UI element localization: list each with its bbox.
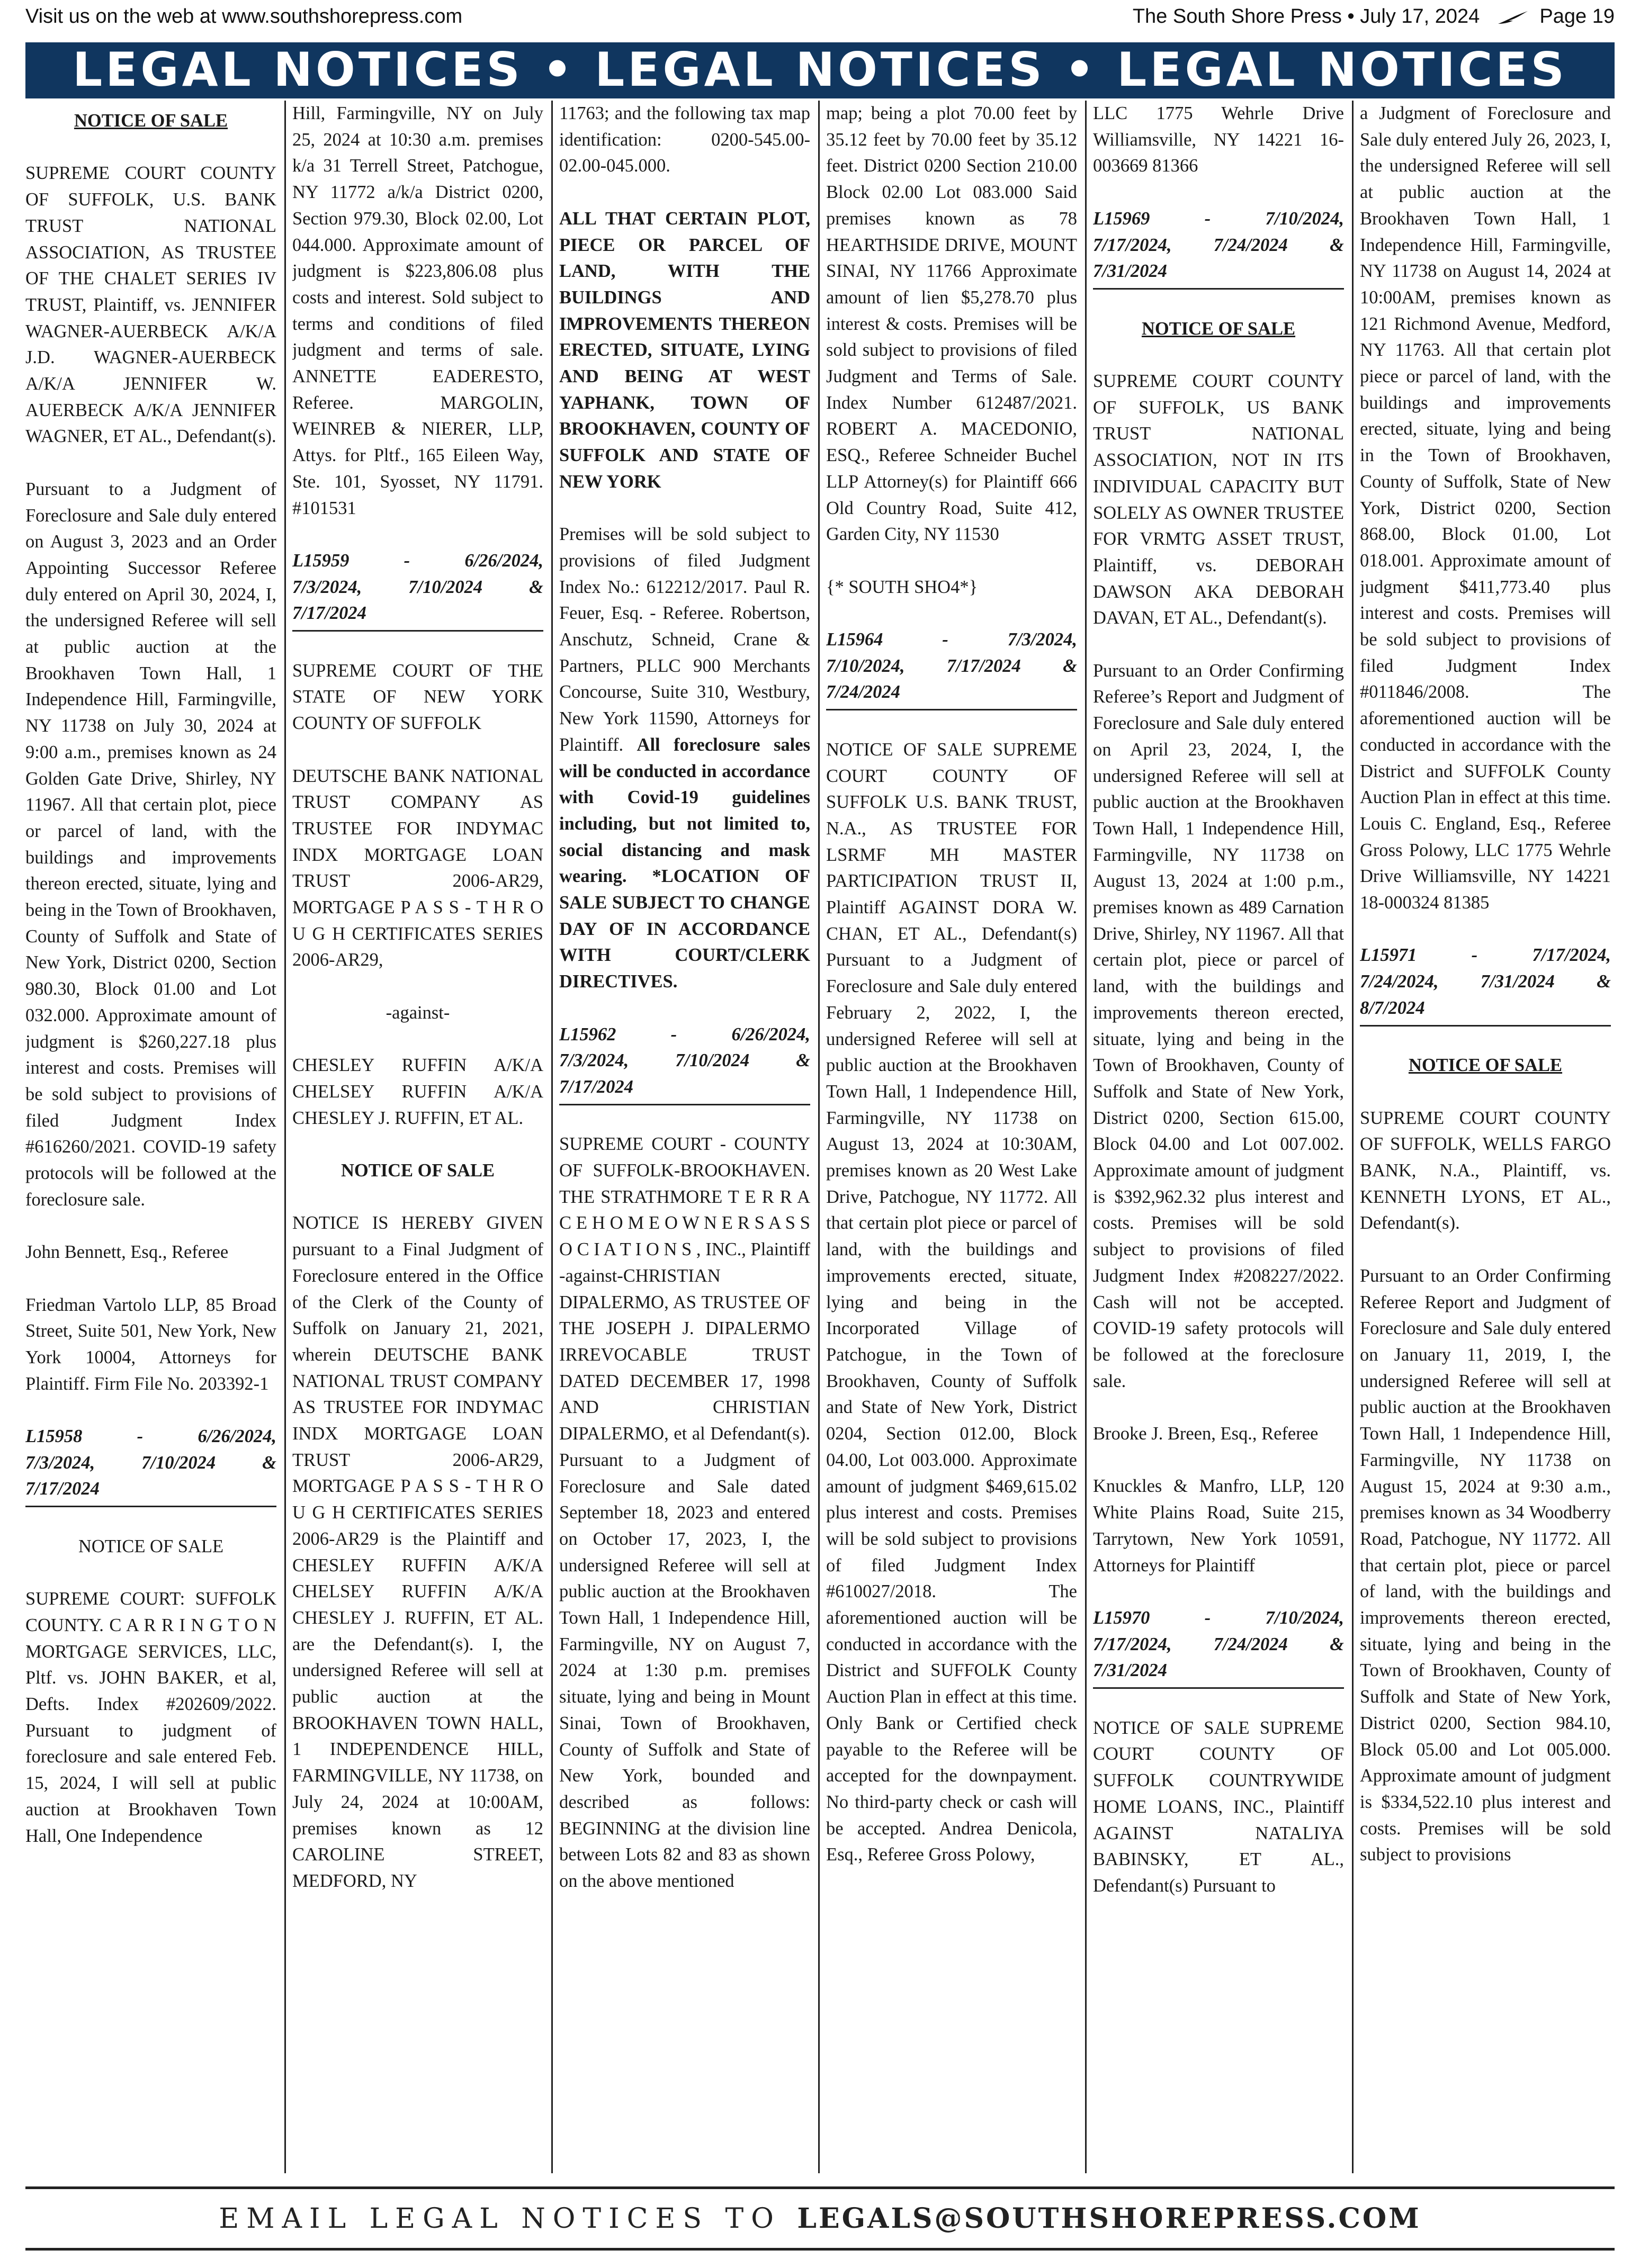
website-link[interactable]: Visit us on the web at www.southshorepress.com [25,5,463,28]
property-description: ALL THAT CERTAIN PLOT, PIECE OR PARCEL OF LAND, WITH THE BUILDINGS AND IMPROVEMENTS THEREON ERECTED, SITUATE, LYING AND BEING AT WEST YAPHANK, TOWN OF BROOKHAVEN, COUNTY OF SUFFOLK AND STATE OF NEW YORK [559,208,810,492]
column-divider [1352,101,1354,2173]
notice-paragraph: SUPREME COURT OF THE STATE OF NEW YORK COUNTY OF SUFFOLK [292,660,543,734]
run-dates-line: 7/3/2024, 7/10/2024 & [559,1050,810,1071]
run-dates-line: L15971 - 7/17/2024, [1360,945,1611,966]
run-dates [292,548,543,632]
run-dates [25,1424,276,1507]
notice-bold-text: All foreclosure sales will be conducted in accordance with Covid-19 guidelines including, but not limited to, social distancing and mask wearing. *LOCATION OF SALE SUBJECT TO CHANGE DAY OF IN ACCORDANCE WITH COURT/CLERK DIRECTIVES. [559,734,810,992]
run-dates-line: 7/24/2024 [826,682,900,703]
page-header [25,3,1615,35]
header-right [1133,5,1615,28]
column-divider [551,101,553,2173]
run-dates-line: L15964 - 7/3/2024, [826,629,1077,650]
run-dates-line: 7/24/2024, 7/31/2024 & [1360,971,1611,992]
notice-paragraph: NOTICE OF SALE SUPREME COURT COUNTY OF SUFFOLK COUNTRYWIDE HOME LOANS, INC., Plaintiff AGAINST NATALIYA BABINSKY, ET AL., Defendant(s) Pursuant to [1093,1717,1344,1896]
notice-paragraph: Pursuant to an Order Confirming Referee Report and Judgment of Foreclosure and Sale duly entered on January 11, 2019, I, the undersigned Referee will sell at public auction at the Brookhaven Town Hall, 1 Independence Hill, Farmingville, NY 11738 on August 15, 2024 at 9:30 a.m., premises known as 34 Woodberry Road, Patchogue, NY 11772. All that certain plot, piece or parcel of land, with the buildings and improvements thereon erected, situate, lying and being in the Town of Brookhaven, County of Suffolk and State of New York, District 0200, Section 984.10, Block 05.00 and Lot 005.000. Approximate amount of judgment is $334,522.10 plus interest and costs. Premises will be sold subject to provisions [1360,1265,1611,1865]
notice-paragraph: SUPREME COURT - COUNTY OF SUFFOLK-BROOKHAVEN. THE STRATHMORE T E R R A C E H O M E O W N E R S A S S O C I A T I O N S , INC., Plaintiff -against-CHRISTIAN DIPALERMO, AS TRUSTEE OF THE JOSEPH J. DIPALERMO IRREVOCABLE TRUST DATED DECEMBER 17, 1998 AND CHRISTIAN DIPALERMO, et al Defendant(s). Pursuant to a Judgment of Foreclosure and Sale dated September 18, 2023 and entered on October 17, 2023, I, the undersigned Referee will sell at public auction at the Brookhaven Town Hall, 1 Independence Hill, Farmingville, NY on August 7, 2024 at 1:30 p.m. premises situate, lying and being in Mount Sinai, Town of Brookhaven, County of Suffolk and State of New York, bounded and described as follows: BEGINNING at the division line between Lots 82 and 83 as shown on the above mentioned [559,1134,810,1892]
run-dates [1093,206,1344,290]
run-dates-line: 7/3/2024, 7/10/2024 & [292,577,543,597]
notice-paragraph: Brooke J. Breen, Esq., Referee [1093,1424,1319,1444]
page-number: Page 19 [1539,5,1615,28]
notice-paragraph: NOTICE OF SALE SUPREME COURT COUNTY OF SUFFOLK U.S. BANK TRUST, N.A., AS TRUSTEE FOR LSRMF MH MASTER PARTICIPATION TRUST II, Plaintiff AGAINST DORA W. CHAN, ET AL., Defendant(s) Pursuant to a Judgment of Foreclosure and Sale duly entered February 2, 2022, I, the undersigned Referee will sell at public auction at the Brookhaven Town Hall, 1 Independence Hill, Farmingville, NY 11738 on August 13, 2024 at 10:30AM, premises known as 20 West Lake Drive, Patchogue, NY 11772. All that certain plot piece or parcel of land, with the buildings and improvements erected, situate, lying and being in the Incorporated Village of Patchogue, in the Town of Brookhaven, County of Suffolk and State of New York, District 0204, Section 012.00, Block 04.00, Lot 003.000. Approximate amount of judgment $469,615.02 plus interest and costs. Premises will be sold subject to provisions of filed Judgment Index #610027/2018. The aforementioned auction will be conducted in accordance with the District and SUFFOLK County Auction Plan in effect at this time. Only Bank or Certified check payable to the Referee will be accepted for the downpayment. No third-party check or cash will be accepted. Andrea Denicola, Esq., Referee Gross Polowy, [826,739,1077,1865]
run-dates-line: 7/17/2024, 7/24/2024 & [1093,1634,1344,1654]
run-dates [1093,1605,1344,1689]
notice-column-6 [1360,101,1611,2173]
quill-pen-icon [1497,10,1529,25]
notice-paragraph: LLC 1775 Wehrle Drive Williamsville, NY 14221 16-003669 81366 [1093,103,1344,176]
notice-paragraph: John Bennett, Esq., Referee [25,1242,229,1263]
notice-paragraph: SUPREME COURT COUNTY OF SUFFOLK, U.S. BANK TRUST NATIONAL ASSOCIATION, AS TRUSTEE OF THE CHALET SERIES IV TRUST, Plaintiff, vs. JENNIFER WAGNER-AUERBECK A/K/A J.D. WAGNER-AUERBECK A/K/A JENNIFER W. AUERBECK A/K/A JENNIFER WAGNER, ET AL., Defendant(s). [25,163,276,447]
notice-column-4 [826,101,1077,2173]
notice-heading: NOTICE OF SALE [340,1160,495,1181]
run-dates-line: 7/31/2024 [1093,1660,1167,1681]
notice-subheading: NOTICE OF SALE [78,1536,224,1556]
run-dates [559,1022,810,1105]
footer-email-link[interactable]: LEGALS@SOUTHSHOREPRESS.COM [797,2202,1421,2235]
run-dates-line: L15962 - 6/26/2024, [559,1024,810,1045]
run-dates [826,627,1077,710]
notice-column-5 [1093,101,1344,2173]
footer-prefix: EMAIL LEGAL NOTICES TO [219,2203,781,2235]
column-divider [818,101,820,2173]
notice-paragraph: Friedman Vartolo LLP, 85 Broad Street, Suite 501, New York, New York 10004, Attorneys for Plaintiff. Firm File No. 203392-1 [25,1294,276,1394]
run-dates-line: 8/7/2024 [1360,997,1425,1018]
notice-paragraph: 11763; and the following tax map identification: 0200-545.00-02.00-045.000. [559,103,810,176]
run-dates-line: 7/17/2024 [292,603,366,624]
notice-paragraph: DEUTSCHE BANK NATIONAL TRUST COMPANY AS TRUSTEE FOR INDYMAC INDX MORTGAGE LOAN TRUST 2006-AR29, MORTGAGE P A S S - T H R O U G H CERTIFICATES SERIES 2006-AR29, [292,766,543,970]
run-dates-line: 7/31/2024 [1093,261,1167,282]
page-footer [25,2202,1615,2239]
notice-paragraph: Pursuant to a Judgment of Foreclosure and Sale duly entered on August 3, 2023 and an Order Appointing Successor Referee duly entered on April 30, 2024, I, the undersigned Referee will sell at public auction at the Brookhaven Town Hall, 1 Independence Hill, Farmingville, NY 11738 on July 30, 2024 at 9:00 a.m., premises known as 24 Golden Gate Drive, Shirley, NY 11967. All that certain plot, piece or parcel of land, with the buildings and improvements thereon erected, situate, lying and being in the Town of Brookhaven, County of Suffolk and State of New York, District 0200, Section 980.30, Block 01.00 and Lot 032.000. Approximate amount of judgment is $260,227.18 plus interest and costs. Premises will be sold subject to provisions of filed Judgment Index #616260/2021. COVID-19 safety protocols will be followed at the foreclosure sale. [25,479,276,1210]
notice-heading: NOTICE OF SALE [74,111,228,131]
legal-notices-banner: LEGAL NOTICES • LEGAL NOTICES • LEGAL NOTICES [25,42,1615,98]
run-dates-line: L15969 - 7/10/2024, [1093,208,1344,229]
footer-rule-top [25,2186,1615,2189]
notice-paragraph: NOTICE IS HEREBY GIVEN pursuant to a Final Judgment of Foreclosure entered in the Office of the Clerk of the County of Suffolk on January 21, 2021, wherein DEUTSCHE BANK NATIONAL TRUST COMPANY AS TRUSTEE FOR INDYMAC INDX MORTGAGE LOAN TRUST 2006-AR29, MORTGAGE P A S S - T H R O U G H CERTIFICATES SERIES 2006-AR29 is the Plaintiff and CHESLEY RUFFIN A/K/A CHELSEY RUFFIN A/K/A CHESLEY J. RUFFIN, ET AL. are the Defendant(s). I, the undersigned Referee will sell at public auction at the BROOKHAVEN TOWN HALL, 1 INDEPENDENCE HILL, FARMINGVILLE, NY 11738, on July 24, 2024 at 10:00AM, premises known as 12 CAROLINE STREET, MEDFORD, NY [292,1213,543,1891]
notice-code: {* SOUTH SHO4*} [826,577,978,597]
footer-rule-bottom [25,2248,1615,2251]
notice-subheading: -against- [386,1002,450,1023]
notice-text: Premises will be sold subject to provisions of filed Judgment Index No.: 612212/2017. Paul R. Feuer, Esq. - Referee. Robertson, Anschutz, Schneid, Crane & Partners, PLLC 900 Merchants Concourse, Suite 310, Westbury, New York 11590, Attorneys for Plaintiff. [559,524,810,755]
run-dates-line: L15970 - 7/10/2024, [1093,1607,1344,1628]
notice-paragraph: Pursuant to an Order Confirming Referee’s Report and Judgment of Foreclosure and Sale duly entered on April 23, 2024, I, the undersigned Referee will sell at public auction at the Brookhaven Town Hall, 1 Independence Hill, Farmingville, NY 11738 on August 13, 2024 at 1:00 p.m., premises known as 489 Carnation Drive, Shirley, NY 11967. All that certain plot, piece or parcel of land, with the buildings and improvements thereon erected, situate, lying and being in the Town of Brookhaven, County of Suffolk and State of New York, District 0200, Section 615.00, Block 04.00 and Lot 007.002. Approximate amount of judgment is $392,962.32 plus interest and costs. Premises will be sold subject to provisions of filed Judgment Index #208227/2022. Cash will not be accepted. COVID-19 safety protocols will be followed at the foreclosure sale. [1093,660,1344,1391]
notice-paragraph: CHESLEY RUFFIN A/K/A CHELSEY RUFFIN A/K/A CHESLEY J. RUFFIN, ET AL. [292,1055,543,1128]
run-dates-line: 7/17/2024 [559,1076,633,1097]
run-dates-line: 7/17/2024 [25,1479,100,1499]
notice-column-2 [292,101,543,2173]
column-divider [1085,101,1087,2173]
notice-paragraph: SUPREME COURT COUNTY OF SUFFOLK, WELLS FARGO BANK, N.A., Plaintiff, vs. KENNETH LYONS, ET AL., Defendant(s). [1360,1108,1611,1234]
notice-paragraph: map; being a plot 70.00 feet by 35.12 feet by 70.00 feet by 35.12 feet. District 0200 Section 210.00 Block 02.00 Lot 083.000 Said premises known as 78 HEARTHSIDE DRIVE, MOUNT SINAI, NY 11766 Approximate amount of lien $5,278.70 plus interest & costs. Premises will be sold subject to provisions of filed Judgment and Terms of Sale. Index Number 612487/2021. ROBERT A. MACEDONIO, ESQ., Referee Schneider Buchel LLP Attorney(s) for Plaintiff 666 Old Country Road, Suite 412, Garden City, NY 11530 [826,103,1077,545]
notice-columns [25,101,1615,2173]
notice-heading: NOTICE OF SALE [1141,318,1296,339]
notice-heading: NOTICE OF SALE [1408,1055,1563,1076]
run-dates-line: 7/17/2024, 7/24/2024 & [1093,235,1344,255]
run-dates-line: L15959 - 6/26/2024, [292,550,543,571]
notice-paragraph: SUPREME COURT: SUFFOLK COUNTY. C A R R I N G T O N MORTGAGE SERVICES, LLC, Pltf. vs. JOHN BAKER, et al, Defts. Index #202609/2022. Pursuant to judgment of foreclosure and sale entered Feb. 15, 2024, I will sell at public auction at Brookhaven Town Hall, One Independence [25,1589,276,1846]
notice-column-3 [559,101,810,2173]
notice-paragraph: Hill, Farmingville, NY on July 25, 2024 at 10:30 a.m. premises k/a 31 Terrell Street, Patchogue, NY 11772 a/k/a District 0200, Section 979.30, Block 02.00, Lot 044.000. Approximate amount of judgment is $223,806.08 plus costs and interest. Sold subject to terms and conditions of filed judgment and terms of sale. ANNETTE EADERESTO, Referee. MARGOLIN, WEINREB & NIERER, LLP, Attys. for Pltf., 165 Eileen Way, Ste. 101, Syosset, NY 11791. #101531 [292,103,543,518]
run-dates-line: 7/10/2024, 7/17/2024 & [826,655,1077,676]
notice-column-1 [25,101,276,2173]
notice-paragraph: Knuckles & Manfro, LLP, 120 White Plains Road, Suite 215, Tarrytown, New York 10591, Attorneys for Plaintiff [1093,1476,1344,1576]
run-dates-line: L15958 - 6/26/2024, [25,1426,276,1447]
column-divider [284,101,286,2173]
run-dates-line: 7/3/2024, 7/10/2024 & [25,1452,276,1473]
paper-date: The South Shore Press • July 17, 2024 [1132,5,1480,28]
notice-paragraph: SUPREME COURT COUNTY OF SUFFOLK, US BANK TRUST NATIONAL ASSOCIATION, NOT IN ITS INDIVIDUAL CAPACITY BUT SOLELY AS OWNER TRUSTEE FOR VRMTG ASSET TRUST, Plaintiff, vs. DEBORAH DAWSON AKA DEBORAH DAVAN, ET AL., Defendant(s). [1093,371,1344,628]
notice-paragraph: a Judgment of Foreclosure and Sale duly entered July 26, 2023, I, the undersigned Referee will sell at public auction at the Brookhaven Town Hall, 1 Independence Hill, Farmingville, NY 11738 on August 14, 2024 at 10:00AM, premises known as 121 Richmond Avenue, Medford, NY 11763. All that certain plot piece or parcel of land, with the buildings and improvements erected, situate, lying and being in the Town of Brookhaven, County of Suffolk, State of New York, District 0200, Section 868.00, Block 01.00, Lot 018.001. Approximate amount of judgment $411,773.40 plus interest and costs. Premises will be sold subject to provisions of filed Judgment Index #011846/2008. The aforementioned auction will be conducted in accordance with the District and SUFFOLK County Auction Plan in effect at this time. Louis C. England, Esq., Referee Gross Polowy, LLC 1775 Wehrle Drive Williamsville, NY 14221 18-000324 81385 [1360,103,1611,913]
notice-paragraph [559,521,810,995]
run-dates [1360,942,1611,1026]
